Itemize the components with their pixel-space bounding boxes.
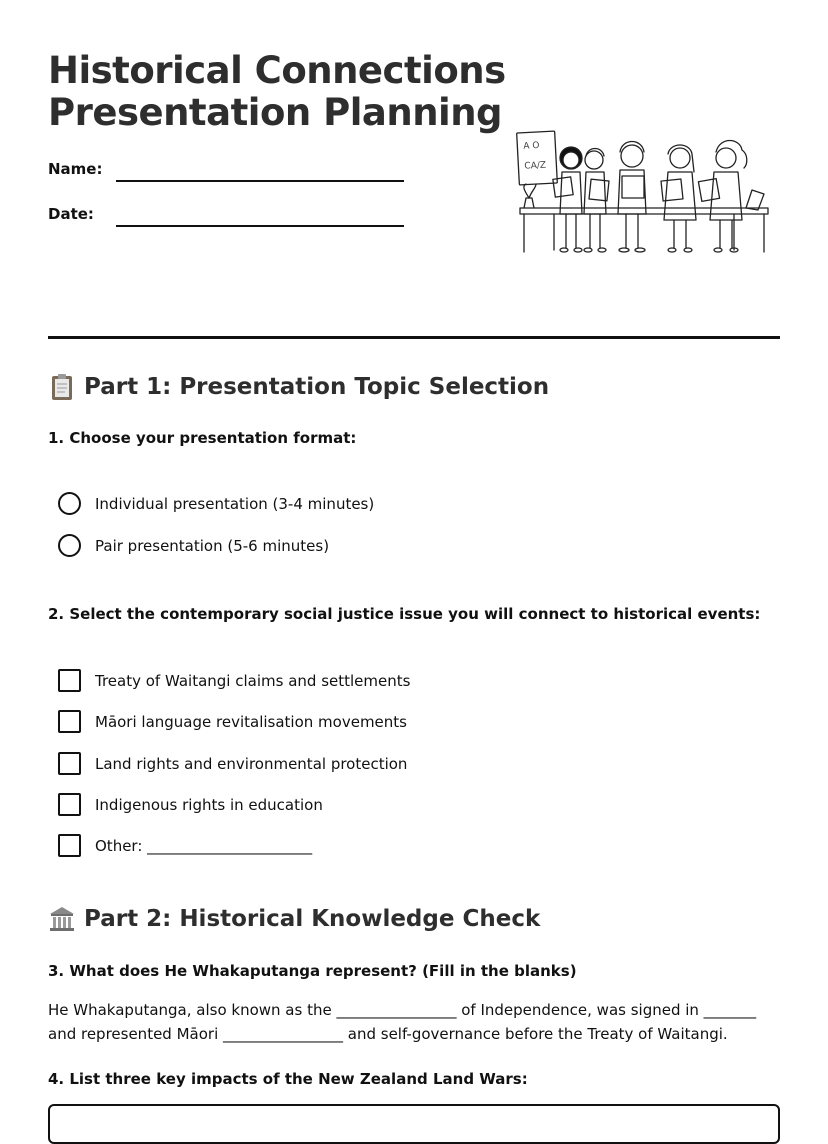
question-1: 1. Choose your presentation format: — [48, 429, 357, 447]
title-line-1: Historical Connections — [48, 49, 506, 92]
name-field[interactable] — [116, 180, 404, 182]
fill-in-blanks-paragraph: He Whakaputanga, also known as the ________________ of Independence, was signed in _______ and represented Māori ________________ and self-governance before the Treaty of Waitangi. — [48, 1001, 757, 1043]
format-option-individual[interactable] — [58, 492, 374, 515]
issue-option-language[interactable] — [58, 710, 407, 733]
part1-heading — [48, 373, 549, 401]
land-wars-answer-box[interactable] — [48, 1104, 780, 1144]
option-label: Pair presentation (5-6 minutes) — [95, 536, 330, 555]
page-title — [48, 50, 506, 134]
checkbox[interactable] — [58, 834, 81, 857]
chart-letters-2: CA/Z — [524, 160, 547, 172]
date-label: Date: — [48, 205, 94, 223]
issue-option-land[interactable] — [58, 752, 407, 775]
date-field[interactable] — [116, 225, 404, 227]
option-label: Māori language revitalisation movements — [95, 712, 407, 731]
checkbox[interactable] — [58, 710, 81, 733]
checkbox[interactable] — [58, 669, 81, 692]
part2-heading — [48, 905, 540, 933]
option-label: Treaty of Waitangi claims and settlements — [95, 671, 411, 690]
section-divider — [48, 336, 780, 339]
option-label: Individual presentation (3-4 minutes) — [95, 494, 375, 513]
question-2: 2. Select the contemporary social justice issue you will connect to historical events: — [48, 605, 761, 623]
issue-option-education[interactable] — [58, 793, 323, 816]
question-3: 3. What does He Whakaputanga represent? (Fill in the blanks) — [48, 962, 577, 980]
issue-option-treaty[interactable] — [58, 669, 410, 692]
radio-button[interactable] — [58, 534, 81, 557]
classical-building-icon — [48, 905, 76, 933]
format-option-pair[interactable] — [58, 534, 329, 557]
question-4: 4. List three key impacts of the New Zealand Land Wars: — [48, 1070, 528, 1088]
easel-board — [517, 131, 558, 185]
clipboard-icon — [48, 373, 76, 401]
part2-heading-text: Part 2: Historical Knowledge Check — [84, 906, 541, 932]
checkbox[interactable] — [58, 793, 81, 816]
option-label: Land rights and environmental protection — [95, 754, 408, 773]
table-top — [520, 208, 768, 214]
title-line-2: Presentation Planning — [48, 91, 503, 134]
children-presenting-illustration — [514, 128, 772, 258]
part1-heading-text: Part 1: Presentation Topic Selection — [84, 374, 550, 400]
issue-option-other[interactable] — [58, 834, 312, 857]
option-label: Other: ______________________ — [95, 836, 313, 855]
checkbox[interactable] — [58, 752, 81, 775]
option-label: Indigenous rights in education — [95, 795, 323, 814]
name-label: Name: — [48, 160, 103, 178]
chart-letters-1: A O — [523, 140, 540, 152]
radio-button[interactable] — [58, 492, 81, 515]
